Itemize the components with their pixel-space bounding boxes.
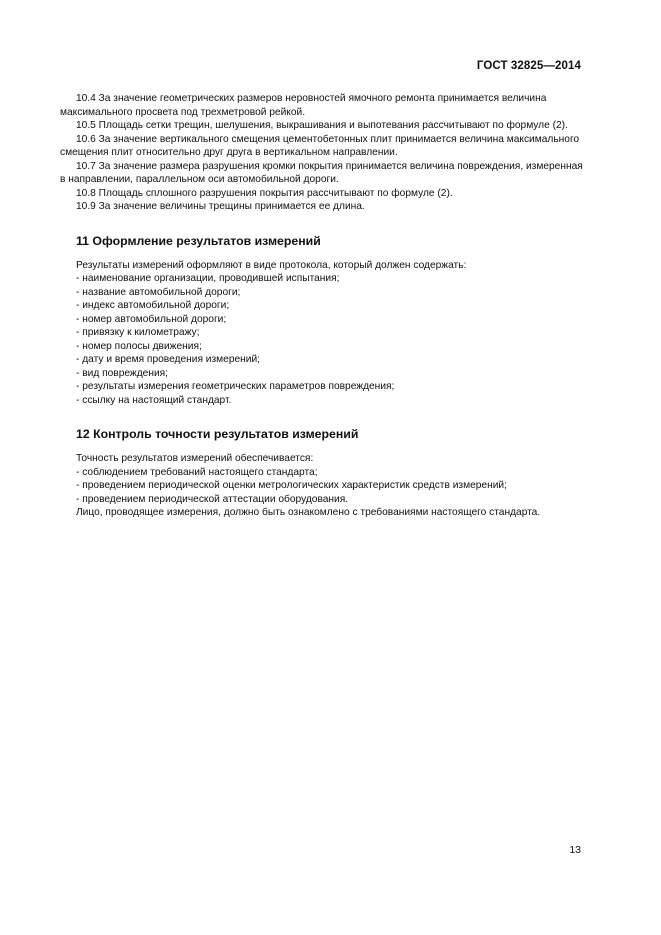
paragraph-10-7: 10.7 За значение размера разрушения кромки покрытия принимается величина повреждения, измеренная в направлении, параллельном оси автомобильной дороги.	[60, 160, 583, 185]
paragraph-10-9: 10.9 За значение величины трещины принимается ее длина.	[76, 201, 365, 212]
list-item: - индекс автомобильной дороги;	[76, 300, 230, 311]
paragraph-10-5: 10.5 Площадь сетки трещин, шелушения, выкрашивания и выпотевания рассчитывают по формуле (2).	[76, 120, 568, 131]
standard-id-header: ГОСТ 32825—2014	[476, 60, 581, 72]
list-item: - дату и время проведения измерений;	[76, 354, 260, 365]
section-11-title: 11 Оформление результатов измерений	[76, 233, 321, 248]
list-item: - номер полосы движения;	[76, 340, 202, 352]
paragraph-10-6: 10.6 За значение вертикального смещения цементобетонных плит принимается величина максимального смещения плит относительно друг друга в вертикальном направлении.	[60, 133, 580, 158]
section-12-title: 12 Контроль точности результатов измерений	[76, 427, 359, 441]
page-content	[60, 92, 585, 520]
section-11-lead: Результаты измерений оформляют в виде протокола, который должен содержать:	[76, 259, 467, 271]
list-item: - результаты измерения геометрических параметров повреждения;	[76, 381, 395, 392]
list-item: - ссылку на настоящий стандарт.	[76, 394, 232, 406]
paragraph-10-8: 10.8 Площадь сплошного разрушения покрытия рассчитывают по формуле (2).	[76, 187, 453, 199]
section-11-list	[60, 272, 585, 407]
page-number: 13	[569, 844, 581, 856]
clause-10-paragraphs	[60, 92, 585, 214]
section-12-closing: Лицо, проводящее измерения, должно быть ознакомлено с требованиями настоящего стандарта.	[76, 507, 541, 518]
section-12-lead: Точность результатов измерений обеспечивается:	[76, 453, 314, 464]
paragraph-10-4: 10.4 За значение геометрических размеров неровностей ямочного ремонта принимается величина максимального просвета под трехметровой рейкой.	[60, 93, 547, 118]
list-item: - вид повреждения;	[76, 367, 169, 379]
list-item: - соблюдением требований настоящего стандарта;	[76, 466, 318, 478]
list-item: - привязку к километражу;	[76, 327, 200, 338]
list-item: - номер автомобильной дороги;	[76, 313, 227, 325]
list-item: - название автомобильной дороги;	[76, 286, 241, 298]
list-item: - наименование организации, проводившей испытания;	[76, 273, 340, 284]
section-12-list	[60, 466, 585, 507]
list-item: - проведением периодической оценки метрологических характеристик средств измерений;	[76, 480, 507, 491]
list-item: - проведением периодической аттестации оборудования.	[76, 493, 349, 505]
